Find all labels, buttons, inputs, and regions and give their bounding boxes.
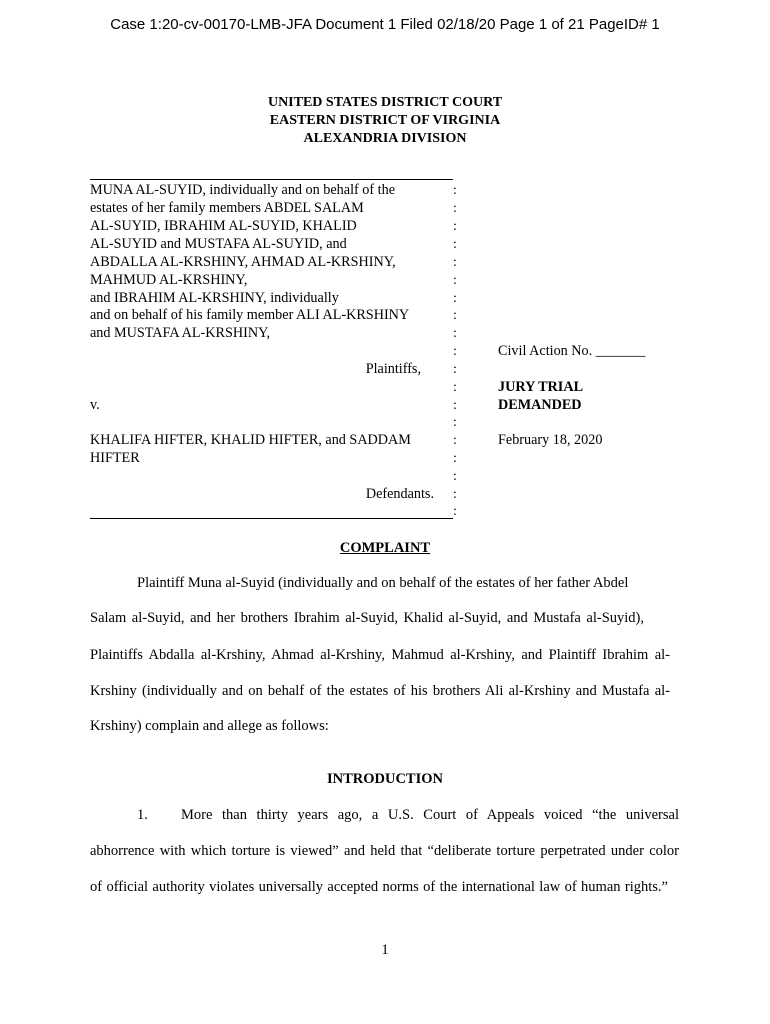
court-division: ALEXANDRIA DIVISION: [303, 131, 467, 146]
filing-date: February 18, 2020: [498, 432, 603, 448]
intro-line: Plaintiff Muna al-Suyid (individually and on behalf of the estates of her father Abdel: [137, 575, 629, 591]
caption-colon: :: [453, 291, 457, 306]
paragraph-line: abhorrence with which torture is viewed” and held that “deliberate torture perpetrated under color: [90, 843, 679, 859]
plaintiff-line: estates of her family members ABDEL SALAM: [90, 200, 364, 216]
caption-colon: :: [453, 326, 457, 341]
defendant-line: KHALIFA HIFTER, KHALID HIFTER, and SADDAM: [90, 432, 411, 448]
introduction-heading: INTRODUCTION: [326, 771, 443, 787]
plaintiff-line: AL-SUYID, IBRAHIM AL-SUYID, KHALID: [90, 218, 357, 234]
jury-trial-line: JURY TRIAL: [498, 379, 584, 395]
plaintiff-line: and MUSTAFA AL-KRSHINY,: [90, 325, 271, 341]
plaintiff-line: MUNA AL-SUYID, individually and on behalf of the: [90, 182, 395, 198]
caption-colon: :: [453, 273, 457, 288]
plaintiff-line: AL-SUYID and MUSTAFA AL-SUYID, and: [90, 236, 347, 252]
caption-colon: :: [453, 398, 457, 413]
intro-line: Salam al-Suyid, and her brothers Ibrahim al-Suyid, Khalid al-Suyid, and Mustafa al-Suyid),: [90, 610, 644, 626]
case-header: Case 1:20-cv-00170-LMB-JFA Document 1 Filed 02/18/20 Page 1 of 21 PageID# 1: [110, 16, 660, 33]
caption-colon: :: [453, 415, 457, 430]
caption-colon: :: [453, 344, 457, 359]
caption-colon: :: [453, 504, 457, 519]
caption-colon: :: [453, 362, 457, 377]
versus: v.: [90, 397, 100, 413]
jury-trial-line: DEMANDED: [498, 397, 582, 413]
civil-action-number: Civil Action No. _______: [498, 343, 646, 359]
caption-bottom-rule: [90, 518, 453, 519]
caption-colon: :: [453, 255, 457, 270]
paragraph-line: of official authority violates universally accepted norms of the international law of human rights.”: [90, 879, 668, 895]
caption-colon: :: [453, 201, 457, 216]
caption-colon: :: [453, 451, 457, 466]
plaintiff-line: MAHMUD AL-KRSHINY,: [90, 272, 248, 288]
defendants-label: Defendants.: [365, 486, 434, 502]
plaintiff-line: ABDALLA AL-KRSHINY, AHMAD AL-KRSHINY,: [90, 254, 396, 270]
caption-colon: :: [453, 469, 457, 484]
plaintiffs-label: Plaintiffs,: [365, 361, 421, 377]
caption-colon: :: [453, 183, 457, 198]
intro-line: Plaintiffs Abdalla al-Krshiny, Ahmad al-Krshiny, Mahmud al-Krshiny, and Plaintiff Ibrahim al-: [90, 647, 670, 663]
paragraph-line: More than thirty years ago, a U.S. Court of Appeals voiced “the universal: [181, 807, 679, 823]
complaint-title: COMPLAINT: [339, 540, 431, 556]
caption-top-rule: [90, 179, 453, 180]
plaintiff-line: and on behalf of his family member ALI AL-KRSHINY: [90, 307, 410, 323]
page-number: 1: [381, 942, 389, 958]
paragraph-number: 1.: [137, 807, 148, 823]
defendant-line: HIFTER: [90, 450, 140, 466]
caption-colon: :: [453, 380, 457, 395]
caption-colon: :: [453, 487, 457, 502]
caption-colon: :: [453, 308, 457, 323]
plaintiff-line: and IBRAHIM AL-KRSHINY, individually: [90, 290, 339, 306]
court-district: EASTERN DISTRICT OF VIRGINIA: [269, 113, 501, 128]
court-name: UNITED STATES DISTRICT COURT: [267, 95, 503, 110]
intro-line: Krshiny (individually and on behalf of the estates of his brothers Ali al-Krshiny and Mustafa al-: [90, 683, 670, 699]
caption-colon: :: [453, 237, 457, 252]
caption-colon: :: [453, 219, 457, 234]
intro-line: Krshiny) complain and allege as follows:: [90, 718, 329, 734]
caption-colon: :: [453, 433, 457, 448]
